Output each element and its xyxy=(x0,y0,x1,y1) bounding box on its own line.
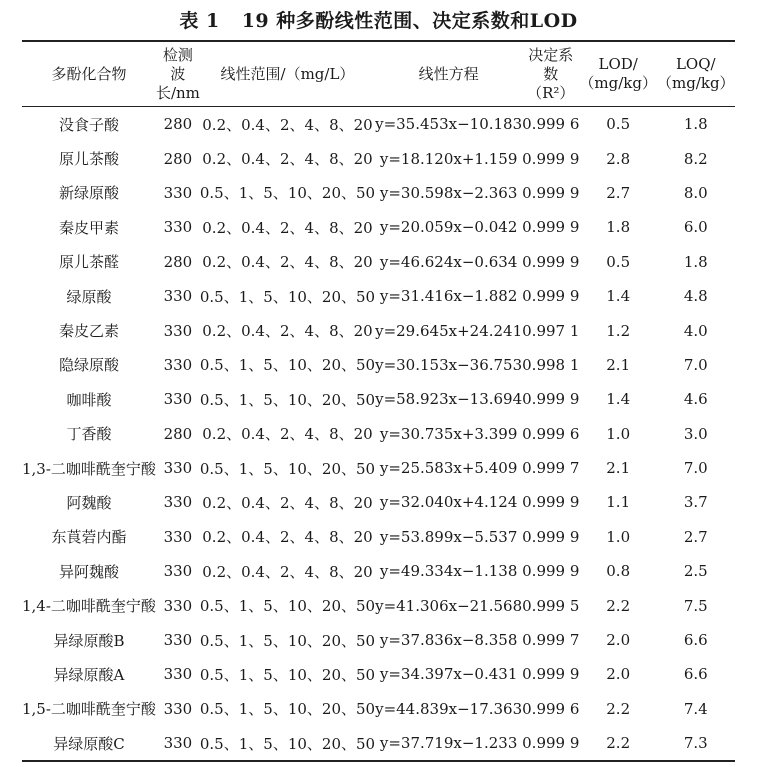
cell-loq: 7.0 xyxy=(683,459,708,478)
cell-equation: y=20.059x−0.042 xyxy=(379,218,518,237)
cell-r2: 0.999 5 xyxy=(522,596,580,615)
cell-lod: 0.8 xyxy=(606,562,631,581)
cell-loq: 3.7 xyxy=(683,493,708,512)
cell-equation: y=34.397x−0.431 xyxy=(379,665,518,684)
cell-equation: y=31.416x−1.882 xyxy=(379,287,518,306)
cell-range: 0.5、1、5、10、20、50 xyxy=(199,287,376,306)
header-range-text: 线性范围/（mg/L） xyxy=(220,64,355,83)
cell-range: 0.2、0.4、2、4、8、20 xyxy=(202,115,373,134)
cell-range: 0.5、1、5、10、20、50 xyxy=(199,459,376,478)
cell-range: 0.2、0.4、2、4、8、20 xyxy=(202,150,373,169)
cell-range: 0.5、1、5、10、20、50 xyxy=(199,390,376,409)
cell-compound: 1,5-二咖啡酰奎宁酸 xyxy=(22,700,156,719)
cell-r2: 0.999 9 xyxy=(522,665,580,684)
table-title xyxy=(0,6,757,33)
cell-loq: 2.7 xyxy=(683,527,708,546)
table-row xyxy=(22,520,735,554)
cell-wavelength: 330 xyxy=(163,493,193,512)
cell-wavelength: 280 xyxy=(163,252,193,271)
cell-range: 0.5、1、5、10、20、50 xyxy=(200,726,375,761)
cell-loq: 4.0 xyxy=(683,321,708,340)
cell-lod: 1.0 xyxy=(606,424,631,443)
table-row xyxy=(22,210,735,244)
cell-compound: 新绿原酸 xyxy=(58,184,119,203)
cell-lod: 1.1 xyxy=(606,493,631,512)
table-row xyxy=(22,245,735,279)
cell-range: 0.5、1、5、10、20、50 xyxy=(199,700,376,719)
table-row xyxy=(22,451,735,485)
table-body xyxy=(22,107,735,762)
cell-wavelength: 330 xyxy=(163,596,193,615)
cell-loq: 3.0 xyxy=(683,424,708,443)
table-row xyxy=(22,417,735,451)
cell-r2: 0.999 9 xyxy=(522,183,580,202)
cell-compound: 异绿原酸B xyxy=(53,631,125,650)
cell-loq: 7.4 xyxy=(683,699,708,718)
cell-lod: 2.8 xyxy=(606,149,631,168)
cell-equation: y=44.839x−17.363 xyxy=(375,699,523,718)
cell-r2: 0.999 9 xyxy=(522,493,580,512)
cell-r2: 0.999 6 xyxy=(522,115,580,134)
table-caption: 19 种多酚线性范围、决定系数和LOD xyxy=(241,10,578,32)
cell-r2: 0.999 9 xyxy=(522,390,580,409)
cell-wavelength: 330 xyxy=(163,287,193,306)
cell-loq: 4.6 xyxy=(683,390,708,409)
cell-compound: 咖啡酸 xyxy=(66,390,112,409)
cell-wavelength: 330 xyxy=(163,183,193,202)
cell-lod: 0.5 xyxy=(606,115,631,134)
cell-lod: 2.1 xyxy=(606,355,631,374)
table-row xyxy=(22,313,735,347)
table-row xyxy=(22,657,735,691)
cell-loq: 8.2 xyxy=(683,149,708,168)
cell-range: 0.2、0.4、2、4、8、20 xyxy=(202,218,373,237)
header-loq-line1: LOQ/ xyxy=(675,55,716,73)
data-table xyxy=(22,40,735,762)
table-row xyxy=(22,382,735,416)
cell-lod: 1.8 xyxy=(606,218,631,237)
cell-equation: y=30.153x−36.753 xyxy=(375,355,523,374)
table-row xyxy=(22,726,735,761)
cell-lod: 2.0 xyxy=(606,631,631,650)
cell-compound: 秦皮乙素 xyxy=(58,322,119,341)
cell-wavelength: 330 xyxy=(163,355,193,374)
cell-wavelength: 330 xyxy=(163,321,193,340)
header-loq xyxy=(657,41,735,107)
table-label: 表 1 xyxy=(179,10,220,32)
cell-wavelength: 330 xyxy=(163,527,193,546)
cell-equation: y=25.583x+5.409 xyxy=(379,459,518,478)
cell-wavelength: 330 xyxy=(163,218,193,237)
header-lod-line2: （mg/kg） xyxy=(579,74,657,92)
cell-equation: y=58.923x−13.694 xyxy=(375,390,523,409)
cell-compound: 原儿茶酸 xyxy=(58,150,119,169)
cell-compound: 东莨菪内酯 xyxy=(51,528,127,547)
table-row xyxy=(22,107,735,142)
cell-loq: 6.6 xyxy=(683,665,708,684)
header-wavelength-line1: 检测 xyxy=(162,45,193,64)
cell-range: 0.2、0.4、2、4、8、20 xyxy=(202,528,373,547)
cell-r2: 0.999 6 xyxy=(522,699,580,718)
cell-compound: 1,3-二咖啡酰奎宁酸 xyxy=(22,459,156,478)
cell-range: 0.5、1、5、10、20、50 xyxy=(199,184,376,203)
header-lod xyxy=(579,41,657,107)
cell-compound: 异绿原酸C xyxy=(22,726,156,761)
cell-lod: 0.5 xyxy=(606,252,631,271)
cell-lod: 1.2 xyxy=(606,321,631,340)
cell-compound: 绿原酸 xyxy=(66,287,112,306)
table-row xyxy=(22,176,735,210)
table-row xyxy=(22,485,735,519)
cell-r2: 0.999 9 xyxy=(522,252,580,271)
cell-loq: 8.0 xyxy=(683,183,708,202)
cell-loq: 7.3 xyxy=(657,726,735,761)
header-r2-line2: （R²） xyxy=(527,83,575,102)
cell-compound: 没食子酸 xyxy=(58,115,119,134)
cell-r2: 0.997 1 xyxy=(522,321,580,340)
cell-r2: 0.998 1 xyxy=(522,355,580,374)
cell-wavelength: 280 xyxy=(163,424,193,443)
cell-wavelength: 330 xyxy=(163,631,193,650)
cell-equation: y=18.120x+1.159 xyxy=(379,149,518,168)
cell-equation: y=49.334x−1.138 xyxy=(379,562,518,581)
cell-lod: 1.4 xyxy=(606,390,631,409)
cell-r2: 0.999 9 xyxy=(522,562,580,581)
header-equation xyxy=(375,41,522,107)
cell-compound: 秦皮甲素 xyxy=(58,218,119,237)
cell-compound: 阿魏酸 xyxy=(66,493,112,512)
cell-equation: y=53.899x−5.537 xyxy=(379,527,518,546)
table-row xyxy=(22,692,735,726)
cell-equation: y=35.453x−10.183 xyxy=(375,115,523,134)
cell-range: 0.5、1、5、10、20、50 xyxy=(199,356,376,375)
cell-equation: y=30.598x−2.363 xyxy=(379,183,518,202)
cell-equation: y=46.624x−0.634 xyxy=(379,252,518,271)
cell-lod: 2.2 xyxy=(606,596,631,615)
header-equation-text: 线性方程 xyxy=(418,64,479,83)
cell-lod: 2.2 xyxy=(579,726,657,761)
cell-r2: 0.999 6 xyxy=(522,424,580,443)
cell-lod: 1.4 xyxy=(606,287,631,306)
header-row xyxy=(22,41,735,107)
cell-r2: 0.999 9 xyxy=(522,527,580,546)
cell-wavelength: 330 xyxy=(156,726,200,761)
table-row xyxy=(22,279,735,313)
cell-loq: 6.6 xyxy=(683,631,708,650)
cell-range: 0.2、0.4、2、4、8、20 xyxy=(202,425,373,444)
table-row xyxy=(22,348,735,382)
header-r2 xyxy=(522,41,579,107)
header-range xyxy=(200,41,375,107)
cell-loq: 2.5 xyxy=(683,562,708,581)
cell-wavelength: 280 xyxy=(163,149,193,168)
cell-range: 0.5、1、5、10、20、50 xyxy=(199,597,376,616)
cell-r2: 0.999 7 xyxy=(522,459,580,478)
cell-r2: 0.999 9 xyxy=(522,218,580,237)
cell-compound: 异绿原酸A xyxy=(53,665,125,684)
cell-r2: 0.999 9 xyxy=(522,287,580,306)
cell-lod: 2.2 xyxy=(606,699,631,718)
cell-lod: 2.0 xyxy=(606,665,631,684)
cell-range: 0.2、0.4、2、4、8、20 xyxy=(202,493,373,512)
table-row xyxy=(22,554,735,588)
cell-compound: 隐绿原酸 xyxy=(58,356,119,375)
cell-equation: y=41.306x−21.568 xyxy=(375,596,523,615)
cell-range: 0.5、1、5、10、20、50 xyxy=(199,665,376,684)
cell-wavelength: 330 xyxy=(163,390,193,409)
cell-equation: y=30.735x+3.399 xyxy=(379,424,518,443)
cell-range: 0.2、0.4、2、4、8、20 xyxy=(202,562,373,581)
header-lod-line1: LOD/ xyxy=(598,55,638,73)
cell-lod: 2.1 xyxy=(606,459,631,478)
header-compound-text: 多酚化合物 xyxy=(51,64,127,83)
cell-wavelength: 330 xyxy=(163,459,193,478)
header-r2-line1: 决定系数 xyxy=(528,45,574,83)
table-row xyxy=(22,623,735,657)
cell-wavelength: 280 xyxy=(163,115,193,134)
cell-r2: 0.999 7 xyxy=(522,631,580,650)
cell-loq: 4.8 xyxy=(683,287,708,306)
cell-loq: 6.0 xyxy=(683,218,708,237)
cell-wavelength: 330 xyxy=(163,562,193,581)
header-compound xyxy=(22,41,156,107)
cell-equation: y=37.719x−1.233 xyxy=(375,726,522,761)
table-row xyxy=(22,588,735,622)
cell-equation: y=37.836x−8.358 xyxy=(379,631,518,650)
cell-lod: 1.0 xyxy=(606,527,631,546)
header-wavelength-line2: 波长/nm xyxy=(155,64,200,102)
table-row xyxy=(22,141,735,175)
cell-range: 0.5、1、5、10、20、50 xyxy=(199,631,376,650)
cell-wavelength: 330 xyxy=(163,699,193,718)
cell-equation: y=32.040x+4.124 xyxy=(379,493,518,512)
header-wavelength xyxy=(156,41,200,107)
cell-loq: 7.5 xyxy=(683,596,708,615)
cell-compound: 原儿茶醛 xyxy=(58,253,119,272)
cell-range: 0.2、0.4、2、4、8、20 xyxy=(202,322,373,341)
cell-r2: 0.999 9 xyxy=(522,149,580,168)
cell-wavelength: 330 xyxy=(163,665,193,684)
cell-compound: 异阿魏酸 xyxy=(58,562,119,581)
cell-loq: 7.0 xyxy=(683,355,708,374)
cell-r2: 0.999 9 xyxy=(522,726,579,761)
cell-equation: y=29.645x+24.241 xyxy=(375,321,523,340)
cell-compound: 丁香酸 xyxy=(66,425,112,444)
cell-loq: 1.8 xyxy=(683,115,708,134)
header-loq-line2: （mg/kg） xyxy=(656,74,735,92)
cell-compound: 1,4-二咖啡酰奎宁酸 xyxy=(22,597,156,616)
cell-range: 0.2、0.4、2、4、8、20 xyxy=(202,253,373,272)
cell-lod: 2.7 xyxy=(606,183,631,202)
cell-loq: 1.8 xyxy=(683,252,708,271)
